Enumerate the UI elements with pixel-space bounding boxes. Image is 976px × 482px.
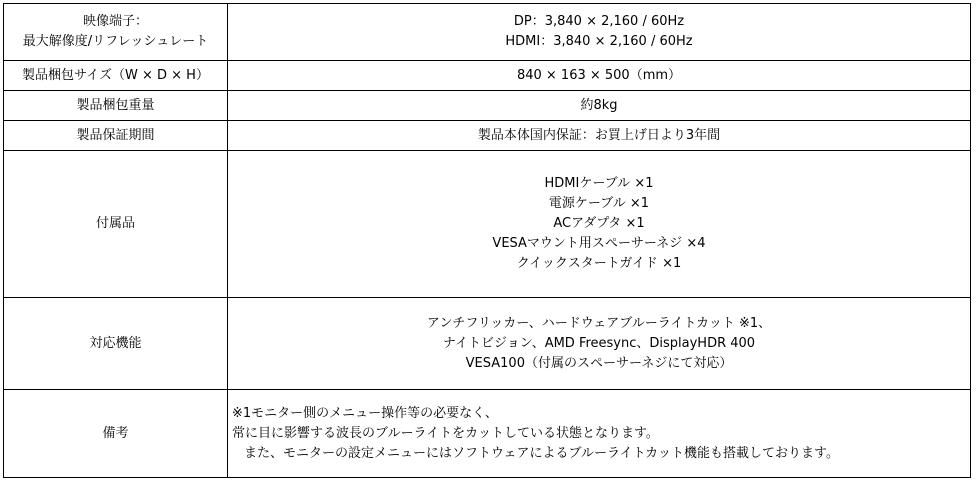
value-line: 製品本体国内保証：お買上げ日より3年間	[477, 127, 721, 143]
row-label	[4, 91, 228, 121]
row-label	[4, 4, 228, 61]
value-line: HDMIケーブル ×1	[544, 176, 654, 191]
label-line: 製品保証期間	[76, 127, 155, 143]
row-label	[4, 121, 228, 151]
value-line: ACアダプタ ×1	[553, 216, 645, 231]
row-value	[228, 390, 971, 478]
row-value	[228, 91, 971, 121]
value-line: ナイトビジョン、AMD Freesync、DisplayHDR 400	[442, 335, 756, 351]
spec-row-warranty	[4, 121, 971, 151]
spec-row-video-ports	[4, 4, 971, 61]
value-line: 常に目に影響する波長のブルーライトをカットしている状態となります。	[232, 425, 659, 441]
row-value	[228, 4, 971, 61]
row-value	[228, 298, 971, 390]
value-line: また、モニターの設定メニューにはソフトウェアによるブルーライトカット機能も搭載しております。	[244, 445, 840, 461]
value-line: VESA100（付属のスペーサーネジにて対応）	[465, 355, 733, 371]
row-value	[228, 61, 971, 91]
row-label	[4, 298, 228, 390]
row-value	[228, 151, 971, 298]
value-line: 約8kg	[580, 97, 618, 113]
label-line: 製品梱包サイズ（W × D × H）	[22, 67, 209, 83]
spec-row-accessories	[4, 151, 971, 298]
label-line: 付属品	[95, 216, 135, 231]
value-line: VESAマウント用スペーサーネジ ×4	[492, 236, 706, 251]
value-line: 電源ケーブル ×1	[548, 196, 650, 211]
spec-row-package-size	[4, 61, 971, 91]
spec-row-notes	[4, 390, 971, 478]
row-value	[228, 121, 971, 151]
row-label	[4, 151, 228, 298]
spec-table	[3, 3, 971, 478]
value-line: HDMI：3,840 × 2,160 / 60Hz	[505, 34, 693, 49]
label-line: 最大解像度/リフレッシュレート	[22, 34, 209, 49]
spec-row-features	[4, 298, 971, 390]
row-label	[4, 390, 228, 478]
value-line: クイックスタートガイド ×1	[516, 256, 682, 271]
value-line: DP：3,840 × 2,160 / 60Hz	[513, 14, 685, 29]
row-label	[4, 61, 228, 91]
label-line: 製品梱包重量	[76, 97, 155, 113]
label-line: 備考	[102, 425, 129, 441]
label-line: 映像端子：	[82, 14, 148, 29]
spec-row-package-weight	[4, 91, 971, 121]
value-line: アンチフリッカー、ハードウェアブルーライトカット ※1、	[426, 315, 772, 331]
value-line: 840 × 163 × 500（mm）	[516, 67, 682, 83]
value-line: ※1モニター側のメニュー操作等の必要なく、	[232, 405, 498, 421]
label-line: 対応機能	[89, 335, 142, 351]
